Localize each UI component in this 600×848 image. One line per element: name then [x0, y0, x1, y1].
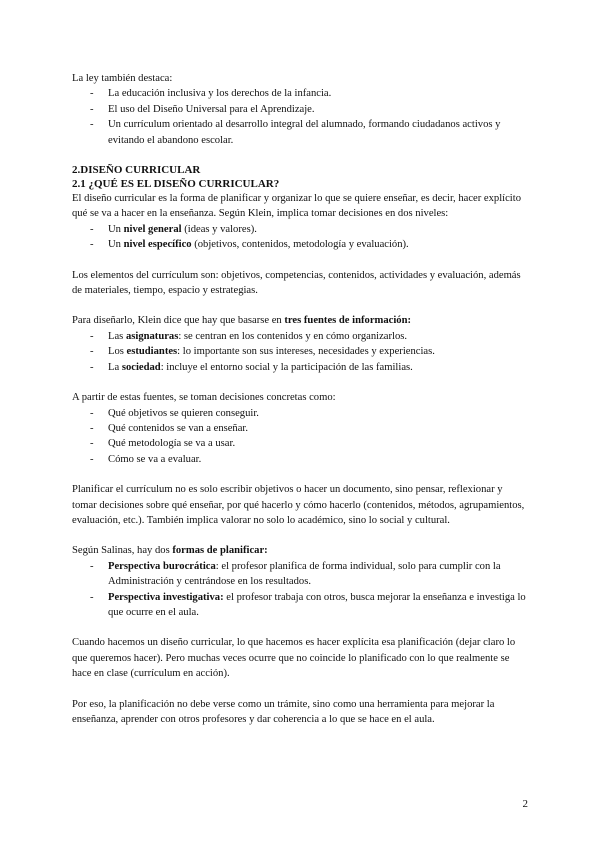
page-number: 2 [522, 798, 528, 810]
levels-list [72, 222, 527, 253]
list-item: - Los estudiantes: lo importante son sus intereses, necesidades y experiencias. [72, 344, 527, 359]
list-item: - Un nivel general (ideas y valores). [72, 222, 527, 237]
list-item: - La educación inclusiva y los derechos de la infancia. [72, 86, 527, 101]
list-item: - Las asignaturas: se centran en los contenidos y en cómo organizarlos. [72, 329, 527, 344]
intro-lead: La ley también destaca: [72, 73, 173, 84]
section-heading: 2.DISEÑO CURRICULAR [72, 164, 201, 177]
list-item: - Un nivel específico (objetivos, contenidos, metodología y evaluación). [72, 237, 527, 252]
section-subheading: 2.1 ¿QUÉ ES EL DISEÑO CURRICULAR? [72, 178, 280, 191]
forms-list [72, 559, 527, 621]
forms-lead: Según Salinas, hay dos formas de planificar: [72, 545, 268, 557]
planning-paragraph: Planificar el currículum no es solo escribir objetivos o hacer un documento, sino pensar, reflexionar y tomar decisiones sobre qué enseñar, por qué hacerlo y cómo hacerlo (contenidos, métodos, agrupamientos, evaluación, etc.). También implica valorar no solo lo académico, sino lo social y cultural. [72, 484, 525, 526]
intro-list [72, 86, 527, 148]
definition-paragraph: El diseño curricular es la forma de planificar y organizar lo que se quiere enseñar, es decir, hacer explícito qué se va a hacer en la enseñanza. Según Klein, implica tomar decisiones en dos niveles: [72, 193, 521, 220]
sources-list [72, 329, 527, 375]
conclusion-paragraph: Por eso, la planificación no debe verse como un trámite, sino como una herramienta para mejorar la enseñanza, aprender con otros profesores y dar coherencia a lo que se hace en el aula. [72, 698, 495, 725]
list-item: - Cómo se va a evaluar. [72, 452, 527, 467]
list-item: - Qué metodología se va a usar. [72, 436, 527, 451]
list-item: - El uso del Diseño Universal para el Aprendizaje. [72, 102, 527, 117]
curricular-design-paragraph: Cuando hacemos un diseño curricular, lo que hacemos es hacer explícita esa planificación (dejar claro lo que queremos hacer). Pero muchas veces ocurre que no coincide lo planificado con lo que realmente se hace en clase (currículum en acción). [72, 637, 516, 680]
list-item: - La sociedad: incluye el entorno social y la participación de las familias. [72, 360, 527, 375]
list-item: - Qué contenidos se van a enseñar. [72, 421, 527, 436]
decisions-lead: A partir de estas fuentes, se toman decisiones concretas como: [72, 392, 336, 404]
list-item: - Perspectiva investigativa: el profesor trabaja con otros, busca mejorar la enseñanza e investiga lo que ocurre en el aula. [72, 590, 527, 621]
list-item: - Perspectiva burocrática: el profesor planifica de forma individual, solo para cumplir con la Administración y centrándose en los resultados. [72, 559, 527, 590]
elements-paragraph: Los elementos del currículum son: objetivos, competencias, contenidos, actividades y evaluación, además de materiales, tiempo, espacio y estrategias. [72, 269, 521, 297]
sources-lead: Para diseñarlo, Klein dice que hay que basarse en tres fuentes de información: [72, 315, 412, 327]
document-page [72, 71, 527, 727]
list-item: - Un currículum orientado al desarrollo integral del alumnado, formando ciudadanos activos y evitando el abandono escolar. [72, 117, 527, 148]
decisions-list [72, 406, 527, 468]
list-item: - Qué objetivos se quieren conseguir. [72, 406, 527, 421]
